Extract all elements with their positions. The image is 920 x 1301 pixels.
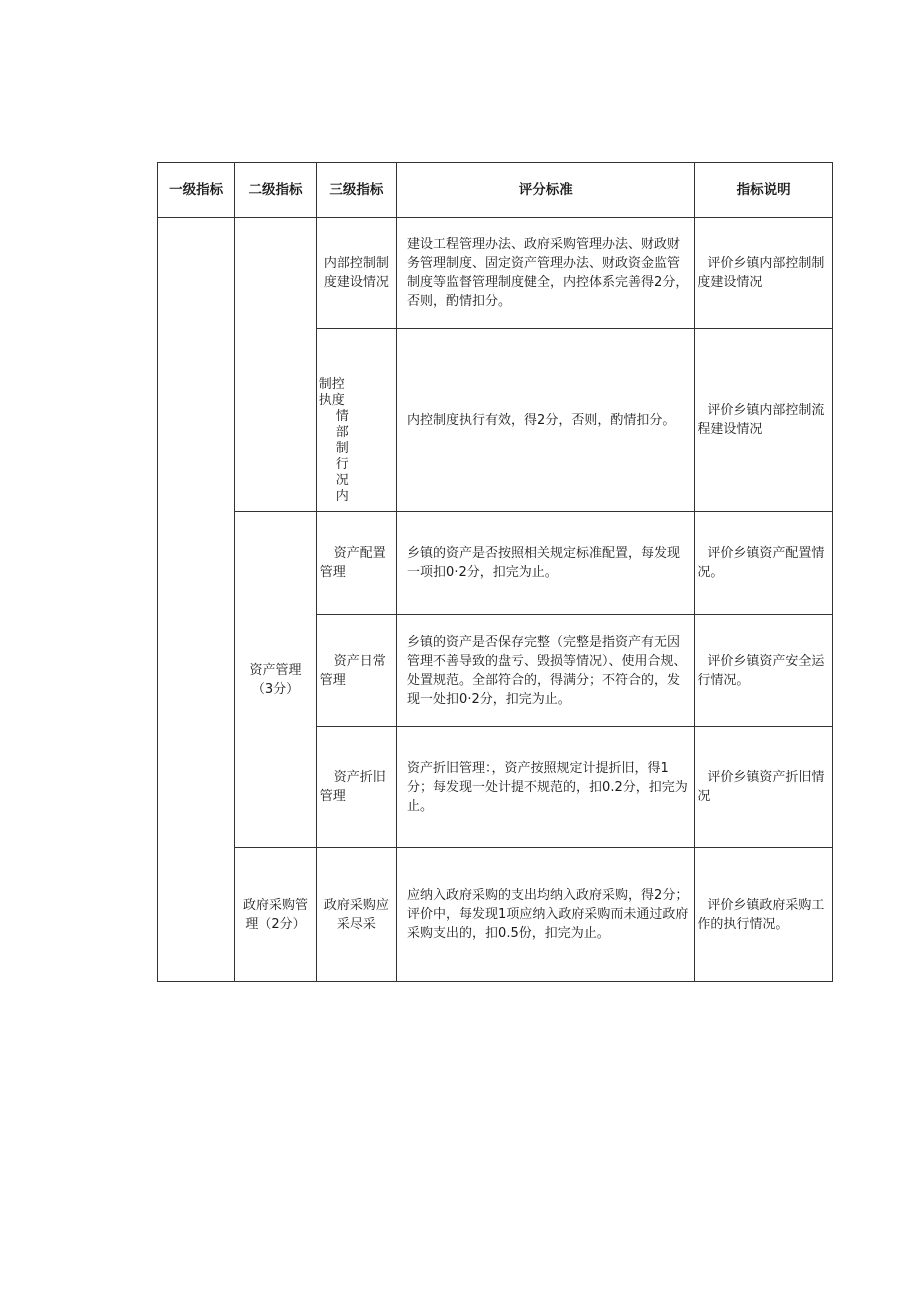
vert-line-3: 情 [335, 409, 349, 424]
criteria-cell: 乡镇的资产是否保存完整（完整是指资产有无因管理不善导致的盘亏、毁损等情况）、使用合规、处置规范。全部符合的，得满分；不符合的，发现一处扣0·2分，扣完为止。 [397, 615, 695, 727]
level3-cell [316, 329, 396, 512]
description-cell: 评价乡镇资产配置情况。 [695, 512, 833, 615]
description-cell: 评价乡镇资产安全运行情况。 [695, 615, 833, 727]
criteria-cell: 乡镇的资产是否按照相关规定标准配置，每发现一项扣0·2分，扣完为止。 [397, 512, 695, 615]
vert-line-6: 行 [335, 457, 349, 472]
description-cell: 评价乡镇内部控制流程建设情况 [695, 329, 833, 512]
vert-line-7: 况 [335, 473, 349, 488]
table-header-row [158, 163, 833, 218]
table-row [158, 218, 833, 329]
level3-cell: 资产日常管理 [316, 615, 396, 727]
table-row [158, 512, 833, 615]
level3-cell: 政府采购应采尽采 [316, 848, 396, 982]
criteria-cell: 资产折旧管理：，资产按照规定计提折旧，得1分；每发现一处计提不规范的，扣0.2分，扣完为止。 [397, 727, 695, 848]
vert-line-4: 部 [335, 425, 349, 440]
description-cell: 评价乡镇内部控制制度建设情况 [695, 218, 833, 329]
vert-line-8: 内 [335, 489, 349, 504]
description-cell: 评价乡镇资产折旧情况 [695, 727, 833, 848]
table-row [158, 848, 833, 982]
criteria-cell: 内控制度执行有效，得2分，否则，酌情扣分。 [397, 329, 695, 512]
vert-line-1: 制控 [318, 377, 345, 392]
level2-cell-empty [235, 218, 316, 512]
header-level3: 三级指标 [316, 163, 396, 218]
criteria-cell: 应纳入政府采购的支出均纳入政府采购，得2分；评价中，每发现1项应纳入政府采购而未通过政府采购支出的，扣0.5份，扣完为止。 [397, 848, 695, 982]
evaluation-indicator-table [157, 162, 833, 982]
level2-cell: 资产管理（3分） [235, 512, 316, 848]
header-level2: 二级指标 [235, 163, 316, 218]
description-cell: 评价乡镇政府采购工作的执行情况。 [695, 848, 833, 982]
level3-cell: 资产配置管理 [316, 512, 396, 615]
vert-line-5: 制 [335, 441, 349, 456]
level3-cell: 内部控制制度建设情况 [316, 218, 396, 329]
vert-line-2: 执度 [318, 393, 345, 408]
level2-cell: 政府采购管理（2分） [235, 848, 316, 982]
level3-cell: 资产折旧管理 [316, 727, 396, 848]
header-description: 指标说明 [695, 163, 833, 218]
level3-vertical-text [319, 377, 391, 505]
level1-cell [158, 218, 235, 982]
header-level1: 一级指标 [158, 163, 235, 218]
criteria-cell: 建设工程管理办法、政府采购管理办法、财政财务管理制度、固定资产管理办法、财政资金监管制度等监督管理制度健全，内控体系完善得2分，否则，酌情扣分。 [397, 218, 695, 329]
header-criteria: 评分标准 [397, 163, 695, 218]
